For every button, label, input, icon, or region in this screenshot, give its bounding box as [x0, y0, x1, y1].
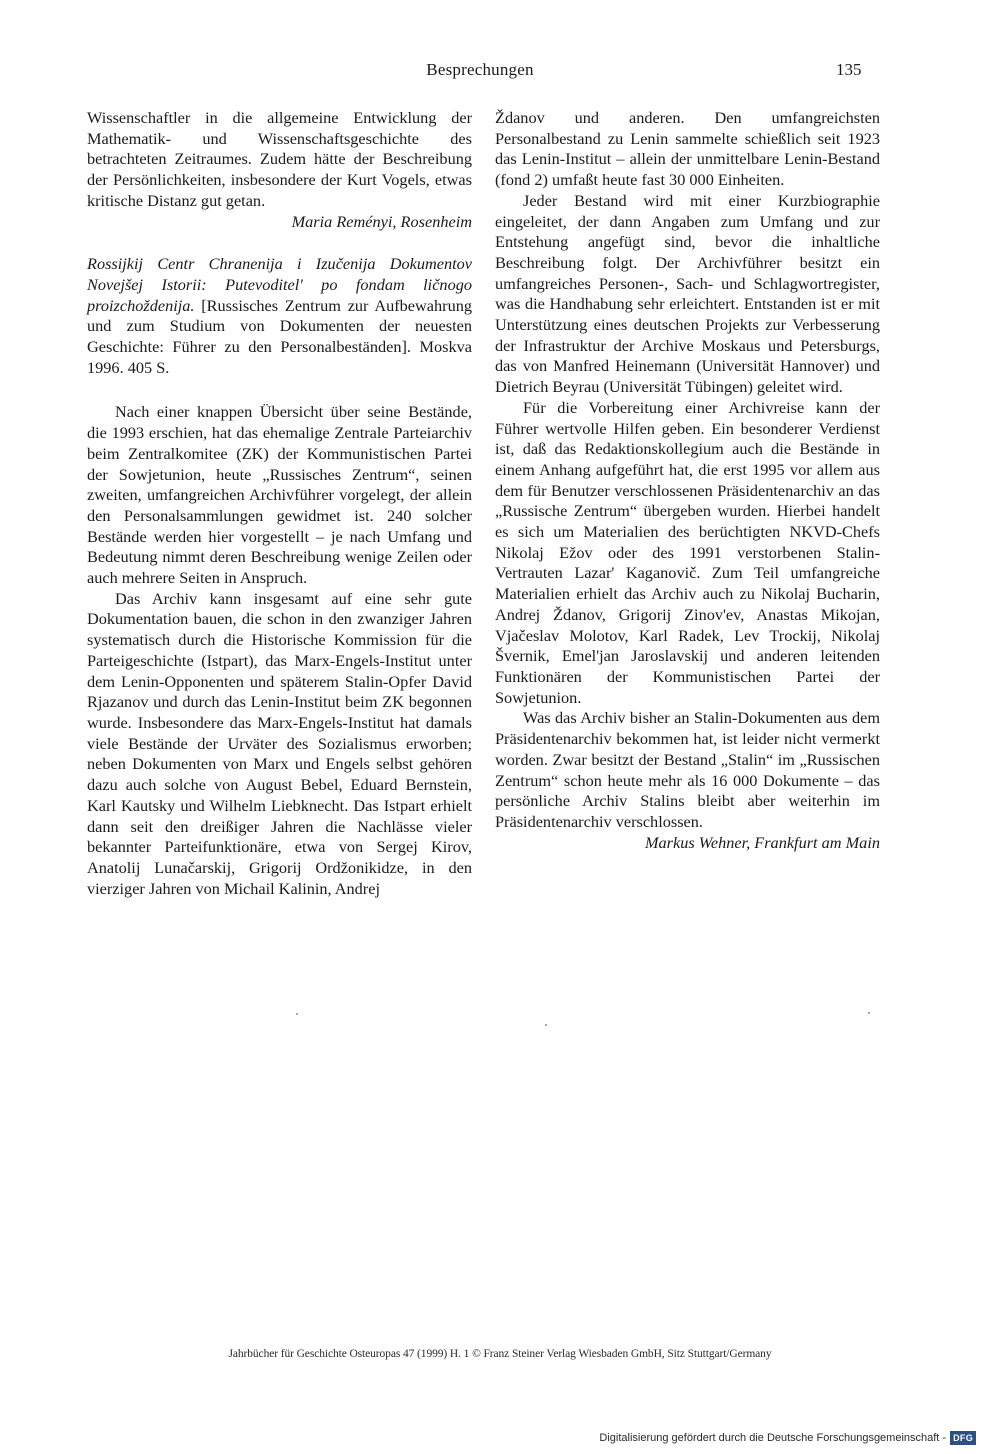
left-column	[87, 108, 472, 899]
scan-speck	[868, 1012, 870, 1014]
page-number: 135	[836, 60, 862, 79]
paragraph: Jeder Bestand wird mit einer Kurzbiographie eingeleitet, der dann Angaben zum Umfang und zur Entstehung angefügt sind, bevor die inhaltliche Beschreibung folgt. Der Archivführer besitzt ein umfangreiches Personen-, Sach- und Schlagwortregister, was die Handhabung sehr erleichtert. Entstanden ist er mit Unterstützung eines deutschen Projekts zur Verbesserung der Infrastruktur der Archive Moskaus und Petersburgs, das von Manfred Heinemann (Universität Hannover) und Dietrich Beyrau (Universität Tübingen) geleitet wird.	[495, 190, 880, 397]
scan-speck	[296, 1013, 298, 1015]
right-column	[495, 108, 880, 853]
running-title: Besprechungen	[426, 60, 534, 79]
reviewer-signature: Maria Reményi, Rosenheim	[291, 211, 472, 231]
reviewer-signature: Markus Wehner, Frankfurt am Main	[644, 832, 880, 852]
book-details: [Russisches Zentrum zur Aufbewahrung und zum Studium von Dokumenten der neuesten Geschichte: Führer zu den Personalbeständen]. Moskva 1996. 405 S.	[87, 295, 472, 377]
paragraph: Nach einer knappen Übersicht über seine Bestände, die 1993 erschien, hat das ehemalige Zentrale Parteiarchiv beim Zentralkomitee (ZK) der Kommunistischen Partei der Sowjetunion, heute „Russisches Zentrum“, seinen zweiten, umfangreichen Archivführer vorgelegt, der allein den Personalsammlungen gewidmet ist. 240 solcher Bestände werden hier vorgestellt – je nach Umfang und Bedeutung nimmt deren Beschreibung wenige Zeilen oder auch mehrere Seiten in Anspruch.	[87, 402, 472, 588]
scan-speck	[545, 1024, 547, 1026]
funding-note	[599, 1431, 976, 1445]
paragraph: Ždanov und anderen. Den umfangreichsten Personalbestand zu Lenin sammelte schießlich seit 1923 das Lenin-Institut – allein der unmittelbare Lenin-Bestand (fond 2) umfaßt heute fast 30 000 Einheiten.	[495, 108, 880, 190]
book-title: Rossijkij Centr Chranenija i Izučenija Dokumentov Novejšej Istorii: Putevoditel' po fondam ličnogo proizchoždenija.	[87, 254, 472, 315]
paragraph: Für die Vorbereitung einer Archivreise kann der Führer wertvolle Hilfen geben. Ein besonderer Verdienst ist, daß das Redaktionskollegium auch die Bestände in einem Anhang aufgeführt hat, die erst 1995 vor allem aus dem für Benutzer verschlossenen Präsidentenarchiv an das „Russische Zentrum“ übergeben wurden. Hierbei handelt es sich um Materialien des berüchtigten NKVD-Chefs Nikolaj Ežov oder des 1991 verstorbenen Stalin-Vertrauten Lazar' Kaganovič. Zum Teil umfangreiche Materialien erhielt das Archiv auch zu Nikolaj Bucharin, Andrej Ždanov, Grigorij Zinov'ev, Anastas Mikojan, Vjačeslav Molotov, Karl Radek, Lev Trockij, Nikolaj Švernik, Emel'jan Jaroslavskij und anderen leitenden Funktionären der Kommunistischen Partei der Sowjetunion.	[495, 397, 880, 707]
paragraph: Das Archiv kann insgesamt auf eine sehr gute Dokumentation bauen, die schon in den zwanziger Jahren systematisch durch die Historische Kommission für die Parteigeschichte (Istpart), das Marx-Engels-Institut unter dem Lenin-Opponenten und späterem Stalin-Opfer David Rjazanov und durch das Lenin-Institut beim ZK begonnen wurde. Insbesondere das Marx-Engels-Institut hat damals viele Bestände der Urväter des Sozialismus erworben; neben Dokumenten von Marx und Engels selbst gehören dazu auch solche von August Bebel, Eduard Bernstein, Karl Kautsky und Wilhelm Liebknecht. Das Istpart erhielt dann seit den dreißiger Jahren die Nachlässe vieler bekannter Parteifunktionäre, etwa von Sergej Kirov, Anatolij Lunačarskij, Grigorij Ordžonikidze, in den vierziger Jahren von Michail Kalinin, Andrej	[87, 588, 472, 898]
bibliographic-entry	[87, 254, 472, 378]
journal-citation: Jahrbücher für Geschichte Osteuropas 47 (1999) H. 1 © Franz Steiner Verlag Wiesbaden GmbH, Sitz Stuttgart/Germany	[228, 1348, 772, 1360]
paragraph: Was das Archiv bisher an Stalin-Dokumenten aus dem Präsidentenarchiv bekommen hat, ist leider nicht vermerkt worden. Zwar besitzt der Bestand „Stalin“ im „Russischen Zentrum“ schon heute mehr als 16 000 Dokumente – das persönliche Archiv Stalins bleibt aber weiterhin im Präsidentenarchiv verschlossen.	[495, 708, 880, 831]
review-end-paragraph: Wissenschaftler in die allgemeine Entwicklung der Mathematik- und Wissenschaftsgeschichte des betrachteten Zeitraumes. Zudem hätte der Beschreibung der Persönlichkeiten, insbesondere der Kurt Vogels, etwas kritische Distanz gut getan.	[87, 108, 472, 210]
dfg-logo-icon: DFG	[950, 1431, 976, 1445]
funding-text: Digitalisierung gefördert durch die Deutsche Forschungsgemeinschaft -	[599, 1432, 947, 1444]
